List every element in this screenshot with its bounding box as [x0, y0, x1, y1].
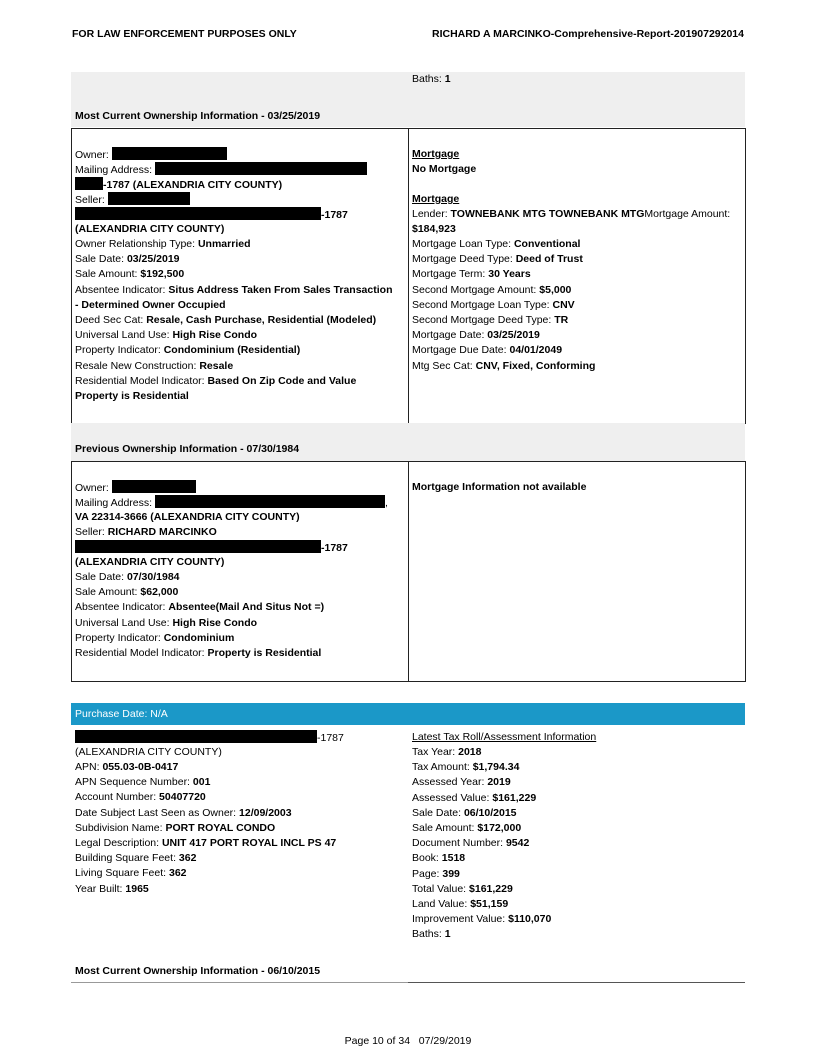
field-label: Property Indicator: — [75, 344, 161, 357]
field-row — [75, 760, 178, 775]
divider — [408, 982, 745, 983]
field-row — [412, 283, 571, 298]
field-label: Deed Sec Cat: — [75, 314, 144, 326]
field-row — [412, 882, 513, 897]
field-label: Assessed Value: — [412, 791, 490, 804]
field-row — [412, 806, 517, 821]
field-row — [75, 298, 226, 313]
field-value: 1518 — [441, 852, 466, 865]
field-label: Absentee Indicator: — [75, 283, 166, 296]
field-label: Mortgage Loan Type: — [412, 238, 512, 250]
field-row — [75, 267, 184, 282]
mortgage-not-available: Mortgage Information not available — [412, 481, 587, 493]
field-value: $1,794.34 — [472, 761, 520, 774]
field-row — [75, 570, 180, 585]
field-value: 1965 — [125, 882, 149, 895]
field-label: Resale New Construction: — [75, 359, 197, 372]
field-label: Universal Land Use: — [75, 616, 170, 629]
next-ownership-title: Most Current Ownership Information - 06/10/2015 — [75, 965, 321, 977]
redaction — [112, 147, 227, 160]
field-label: Sale Date: — [75, 253, 125, 266]
field-label: Mtg Sec Cat: — [412, 359, 473, 372]
field-value: $161,229 — [469, 882, 513, 895]
field-label: Baths: — [412, 928, 442, 941]
field-value: 2018 — [458, 746, 482, 758]
field-value: 1 — [444, 928, 451, 941]
previous-ownership-band — [71, 423, 745, 461]
field-label: Page: — [412, 867, 440, 880]
field-row — [412, 313, 568, 328]
field-row — [412, 760, 519, 775]
field-row — [75, 374, 356, 389]
field-label: Legal Description: — [75, 837, 160, 849]
field-row — [75, 283, 392, 298]
field-row — [75, 313, 376, 328]
redaction — [112, 480, 196, 493]
field-label: Second Mortgage Loan Type: — [412, 298, 550, 311]
field-row — [412, 897, 508, 912]
field-label: Tax Amount: — [412, 761, 470, 774]
field-row — [75, 237, 250, 252]
field-row — [412, 267, 531, 282]
field-value: Absentee(Mail And Situs Not =) — [168, 601, 325, 614]
field-row — [75, 616, 257, 631]
field-value: TR — [554, 314, 569, 326]
field-row — [75, 851, 196, 866]
field-row — [75, 585, 178, 600]
field-label: Sale Date: — [412, 806, 462, 819]
field-value: 362 — [168, 867, 187, 880]
field-value: Condominium — [163, 631, 235, 644]
report-title: RICHARD A MARCINKO-Comprehensive-Report-201907292014 — [432, 28, 744, 40]
field-row — [412, 298, 575, 313]
field-label: Sale Amount: — [75, 586, 138, 599]
field-label: Residential Model Indicator: — [75, 647, 205, 659]
field-value: Property is Residential — [75, 390, 189, 402]
field-value: $62,000 — [140, 586, 179, 599]
field-row — [75, 646, 321, 661]
field-value: Resale, Cash Purchase, Residential (Modeled) — [146, 314, 377, 326]
field-label: Sale Date: — [75, 571, 125, 583]
field-label: APN: — [75, 761, 100, 773]
field-row — [75, 600, 324, 615]
field-value: 001 — [192, 776, 211, 789]
field-value: $5,000 — [539, 283, 572, 296]
field-row — [75, 836, 336, 851]
field-value: 03/25/2019 — [126, 253, 180, 266]
field-value: Based On Zip Code and Value — [207, 374, 357, 387]
field-value: 399 — [442, 867, 460, 880]
field-label: Book: — [412, 852, 439, 865]
field-value: $172,000 — [477, 822, 522, 834]
field-row — [412, 867, 460, 882]
field-label: Universal Land Use: — [75, 329, 170, 342]
field-row — [75, 631, 234, 646]
field-value: 2019 — [487, 776, 511, 789]
field-value: 30 Years — [488, 268, 531, 281]
field-row — [75, 359, 233, 374]
field-label: Tax Year: — [412, 746, 456, 758]
field-value: - Determined Owner Occupied — [75, 298, 226, 311]
field-value: Situs Address Taken From Sales Transaction — [168, 283, 393, 296]
property-county: (ALEXANDRIA CITY COUNTY) — [75, 746, 222, 758]
field-label: Mortgage Deed Type: — [412, 253, 513, 266]
field-label: Subdivision Name: — [75, 821, 163, 834]
field-value: 06/10/2015 — [463, 806, 517, 819]
field-row — [75, 882, 149, 897]
redaction — [155, 162, 367, 175]
tax-heading: Latest Tax Roll/Assessment Information — [412, 731, 597, 743]
field-row — [75, 775, 210, 790]
field-label: Mortgage Term: — [412, 268, 486, 281]
redaction — [108, 192, 190, 205]
field-row — [412, 836, 529, 851]
field-row — [412, 927, 451, 942]
previous-ownership-title: Previous Ownership Information - 07/30/1984 — [75, 443, 300, 455]
field-row — [412, 359, 595, 374]
field-value: Conventional — [513, 238, 581, 250]
field-value: Deed of Trust — [515, 253, 583, 266]
field-label: Sale Amount: — [412, 822, 475, 834]
field-value: 04/01/2049 — [509, 344, 563, 357]
field-row — [412, 775, 511, 790]
mortgage-heading: Mortgage — [412, 193, 460, 205]
field-label: Improvement Value: — [412, 913, 506, 926]
field-label: Mortgage Date: — [412, 329, 485, 342]
field-value: Condominium (Residential) — [163, 344, 301, 357]
field-row — [75, 821, 275, 836]
field-value: $192,500 — [140, 268, 185, 281]
top-baths: Baths: 1 — [412, 73, 451, 85]
redaction — [155, 495, 385, 508]
field-row — [75, 790, 206, 805]
field-value: PORT ROYAL CONDO — [165, 821, 276, 834]
field-value: CNV, Fixed, Conforming — [475, 359, 596, 372]
field-row — [412, 791, 536, 806]
field-value: 03/25/2019 — [487, 329, 540, 342]
field-label: Owner Relationship Type: — [75, 238, 196, 250]
field-value: $110,070 — [508, 913, 552, 926]
field-row — [412, 237, 580, 252]
field-value: Property is Residential — [207, 647, 322, 659]
field-label: Residential Model Indicator: — [75, 374, 205, 387]
field-value: 055.03-0B-0417 — [102, 761, 179, 773]
field-row — [75, 866, 187, 881]
field-label: Building Square Feet: — [75, 852, 176, 865]
field-value: Resale — [199, 359, 234, 372]
field-label: Total Value: — [412, 882, 467, 895]
redaction — [75, 730, 317, 743]
field-row — [75, 343, 300, 358]
field-value: High Rise Condo — [172, 616, 258, 629]
field-label: Assessed Year: — [412, 776, 485, 789]
field-label: Property Indicator: — [75, 631, 161, 644]
divider — [71, 982, 408, 983]
field-label: Second Mortgage Deed Type: — [412, 314, 552, 326]
field-row — [412, 912, 551, 927]
purchase-date-bar — [71, 703, 745, 725]
field-label: Land Value: — [412, 898, 468, 910]
field-value: 9542 — [505, 837, 530, 850]
redaction — [75, 177, 103, 190]
field-label: Mortgage Due Date: — [412, 344, 507, 357]
purchase-date-label: Purchase Date: N/A — [75, 708, 168, 720]
field-value: 12/09/2003 — [239, 806, 292, 819]
field-value: $161,229 — [492, 791, 537, 804]
field-row — [412, 252, 583, 267]
footer-date: 07/29/2019 — [418, 1035, 472, 1047]
redaction — [75, 540, 321, 553]
field-row — [75, 806, 292, 821]
field-row — [75, 389, 189, 404]
page-number: Page 10 of 34 — [344, 1035, 411, 1047]
field-value: $51,159 — [470, 898, 509, 910]
page-footer — [0, 1035, 816, 1047]
field-value: 50407720 — [159, 791, 206, 804]
field-row — [412, 821, 521, 836]
field-row — [412, 328, 540, 343]
field-label: Account Number: — [75, 791, 157, 804]
field-row — [75, 252, 180, 267]
field-row — [412, 745, 481, 760]
field-label: APN Sequence Number: — [75, 776, 190, 789]
field-label: Year Built: — [75, 882, 123, 895]
field-value: Unmarried — [197, 238, 251, 250]
field-label: Document Number: — [412, 837, 504, 850]
field-value: CNV — [552, 298, 575, 311]
field-label: Living Square Feet: — [75, 867, 167, 880]
field-label: Sale Amount: — [75, 268, 138, 281]
field-label: Second Mortgage Amount: — [412, 283, 537, 296]
field-row — [412, 343, 562, 358]
field-value: High Rise Condo — [172, 329, 258, 342]
field-label: Date Subject Last Seen as Owner: — [75, 806, 237, 819]
field-row — [412, 851, 465, 866]
field-row — [75, 328, 257, 343]
field-value: 07/30/1984 — [126, 571, 180, 583]
field-value: 362 — [178, 852, 197, 865]
redaction — [75, 207, 321, 220]
mortgage-heading: Mortgage — [412, 148, 460, 160]
field-value: UNIT 417 PORT ROYAL INCL PS 47 — [161, 837, 337, 849]
report-disclaimer: FOR LAW ENFORCEMENT PURPOSES ONLY — [72, 28, 297, 40]
field-label: Absentee Indicator: — [75, 601, 166, 614]
current-ownership-title: Most Current Ownership Information - 03/25/2019 — [75, 110, 321, 122]
